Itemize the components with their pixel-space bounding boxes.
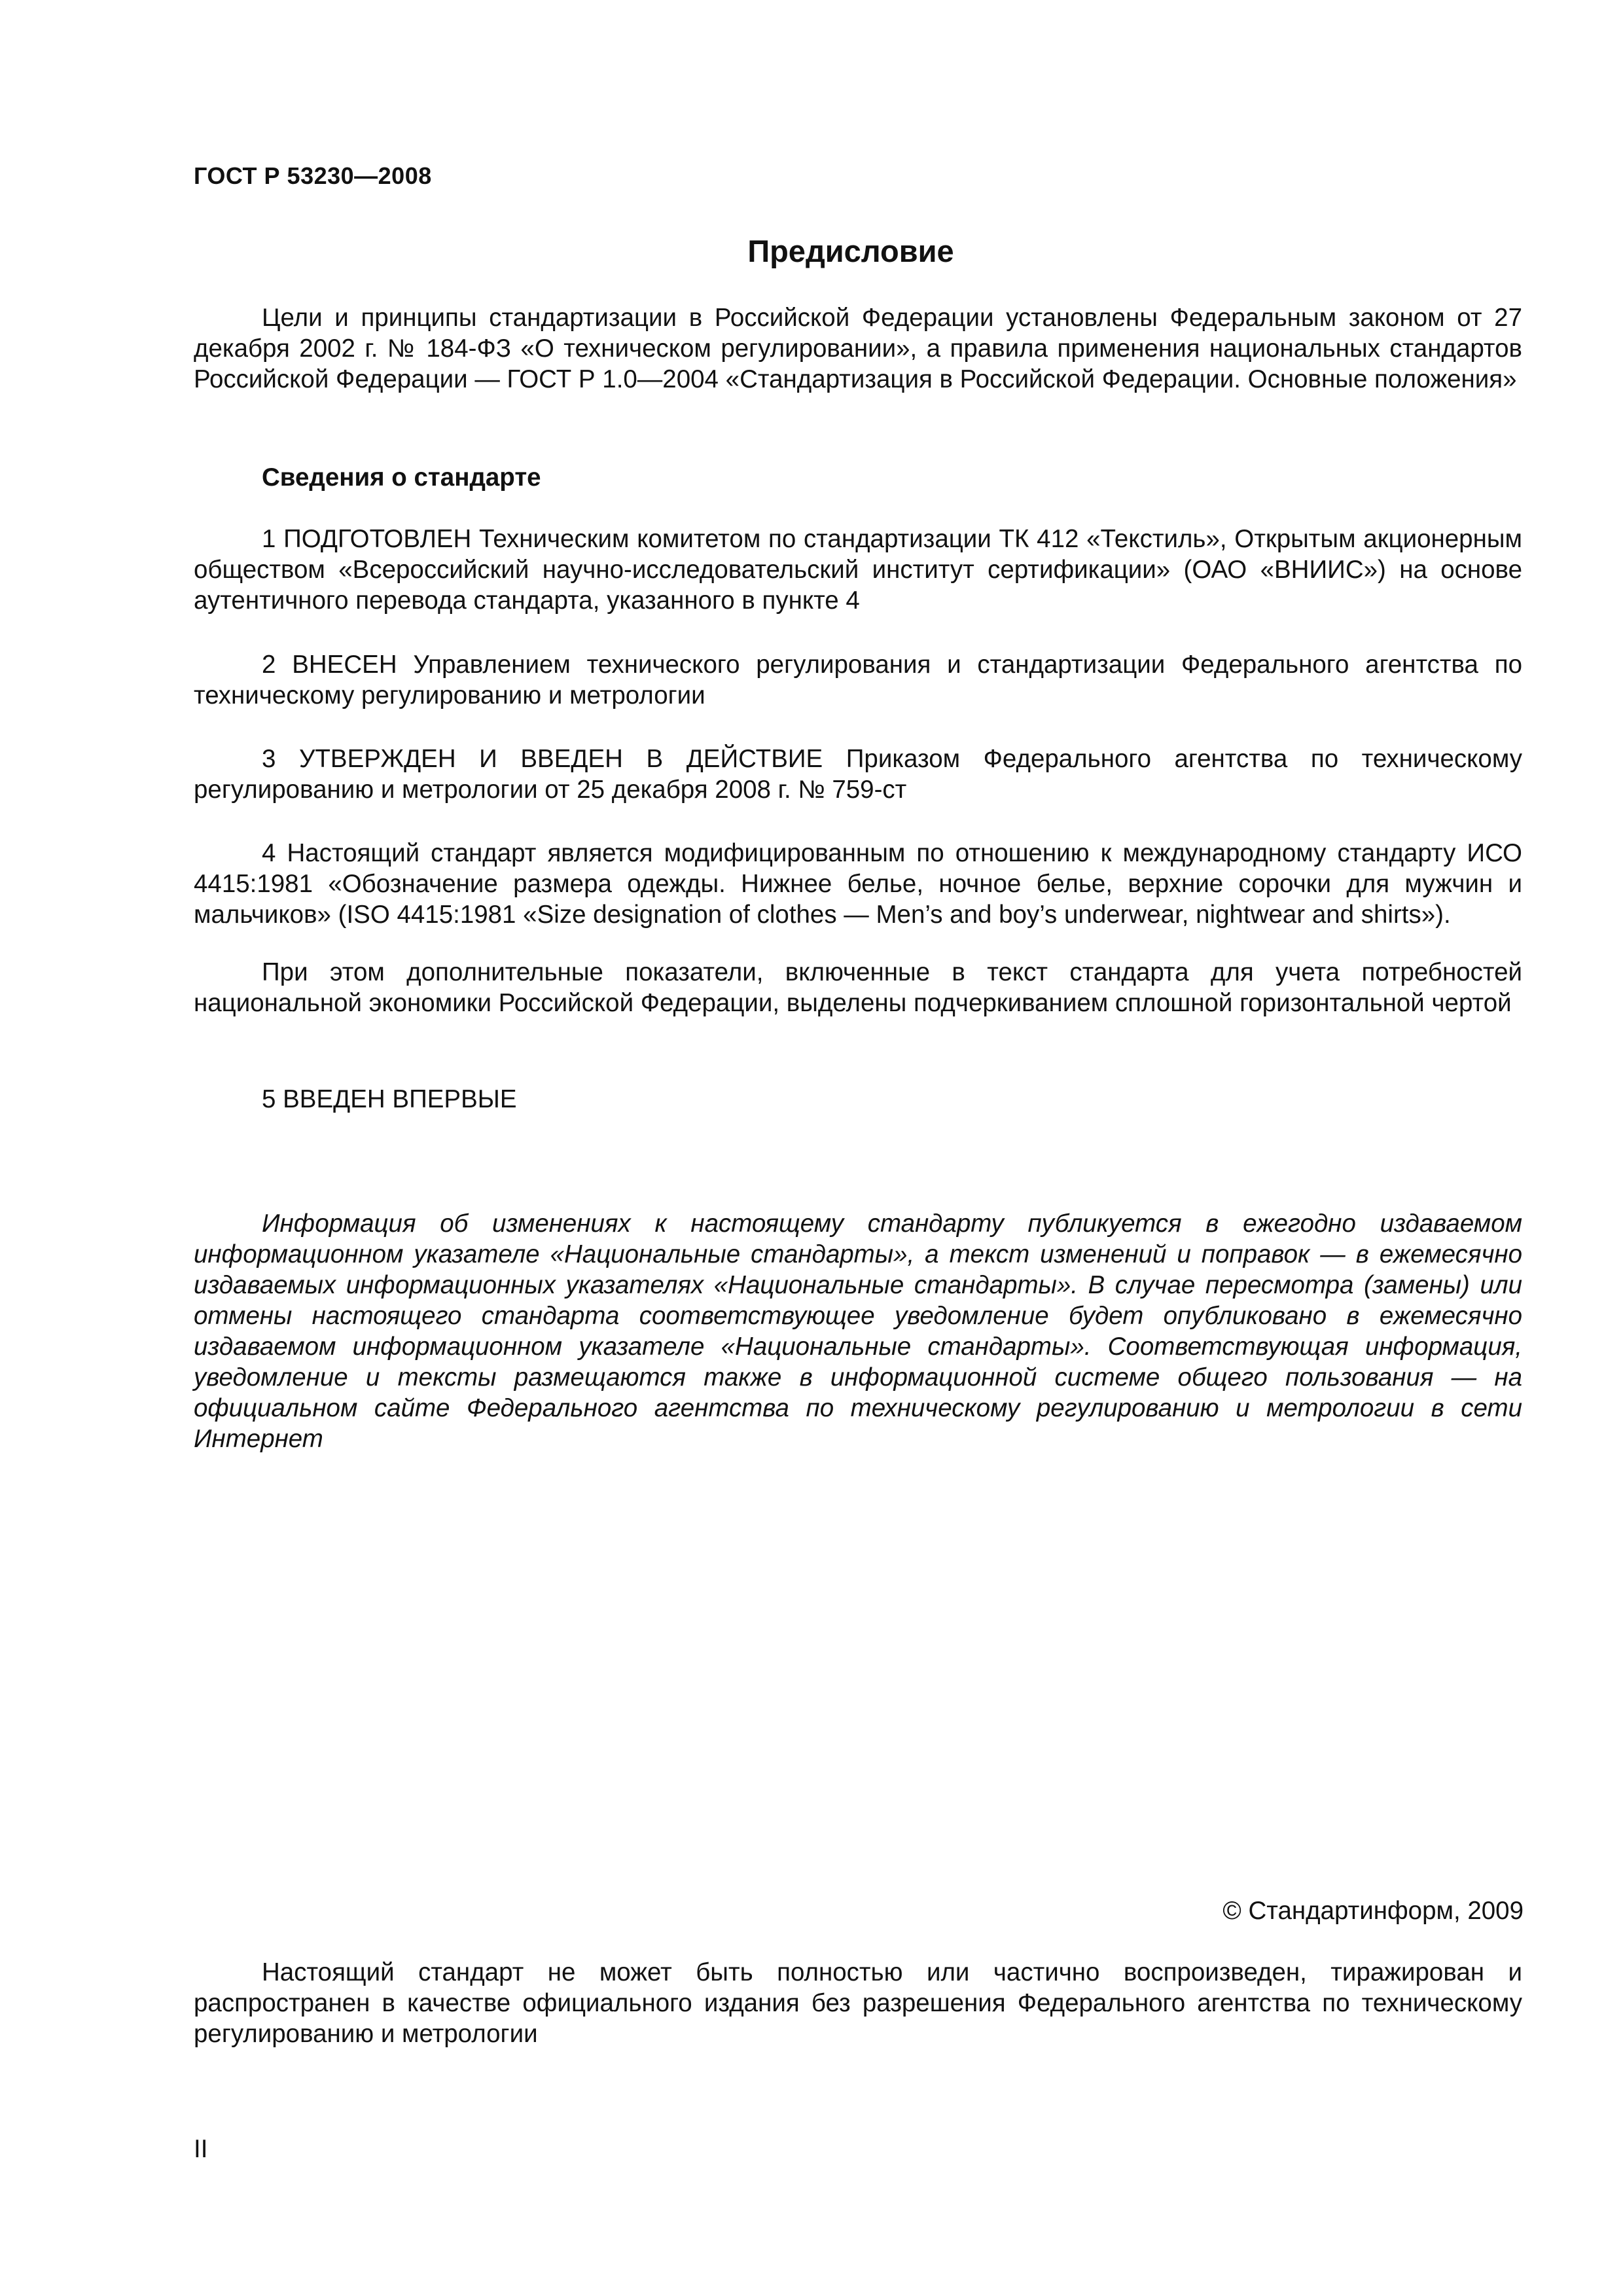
item-modification: 4 Настоящий стандарт является модифицированным по отношению к международному стандарту ИСО 4415:1981 «Обозначение размера одежды. Нижнее белье, ночное белье, верхние сорочки для мужчин и мальчиков» (ISO 4415:1981 «Size designation of clothes — Men’s and boy’s underwear, nightwear and shirts»). <box>194 839 1522 929</box>
item-submitted: 2 ВНЕСЕН Управлением технического регулирования и стандартизации Федерального агентства по техническому регулированию и метрологии <box>194 651 1522 709</box>
document-code-header: ГОСТ Р 53230—2008 <box>194 162 432 189</box>
item-additional-indicators: При этом дополнительные показатели, включенные в текст стандарта для учета потребностей национальной экономики Российской Федерации, выделены подчеркиванием сплошной горизонтальной чертой <box>194 958 1522 1017</box>
intro-paragraph: Цели и принципы стандартизации в Российской Федерации установлены Федеральным законом от 27 декабря 2002 г. № 184-ФЗ «О техническом регулировании», а правила применения национальных стандартов Российской Федерации — ГОСТ Р 1.0—2004 «Стандартизация в Российской Федерации. Основные положения» <box>194 304 1522 393</box>
reproduction-notice: Настоящий стандарт не может быть полностью или частично воспроизведен, тиражирован и распространен в качестве официального издания без разрешения Федерального агентства по техническому регулированию и метрологии <box>194 1958 1522 2048</box>
item-approved: 3 УТВЕРЖДЕН И ВВЕДЕН В ДЕЙСТВИЕ Приказом Федерального агентства по техническому регулированию и метрологии от 25 декабря 2008 г. № 759-ст <box>194 745 1522 804</box>
page-number: II <box>194 2135 208 2163</box>
changes-notice: Информация об изменениях к настоящему стандарту публикуется в ежегодно издаваемом информационном указателе «Национальные стандарты», а текст изменений и поправок — в ежемесячно издаваемых информационных указателях «Национальные стандарты». В случае пересмотра (замены) или отмены настоящего стандарта соответствующее уведомление будет опубликовано в ежемесячно издаваемом информационном указателе «Национальные стандарты». Соответствующая информация, уведомление и тексты размещаются также в информационной системе общего пользования — на официальном сайте Федерального агентства по техническому регулированию и метрологии в сети Интернет <box>194 1210 1522 1453</box>
info-heading: Сведения о стандарте <box>262 463 541 492</box>
copyright-line: © Стандартинформ, 2009 <box>1222 1897 1524 1925</box>
item-introduced-first: 5 ВВЕДЕН ВПЕРВЫЕ <box>262 1085 517 1113</box>
page-title: Предисловие <box>747 234 954 268</box>
item-prepared: 1 ПОДГОТОВЛЕН Техническим комитетом по стандартизации ТК 412 «Текстиль», Открытым акционерным обществом «Всероссийский научно-исследовательский институт сертификации» (ОАО «ВНИИС») на основе аутентичного перевода стандарта, указанного в пункте 4 <box>194 525 1522 615</box>
